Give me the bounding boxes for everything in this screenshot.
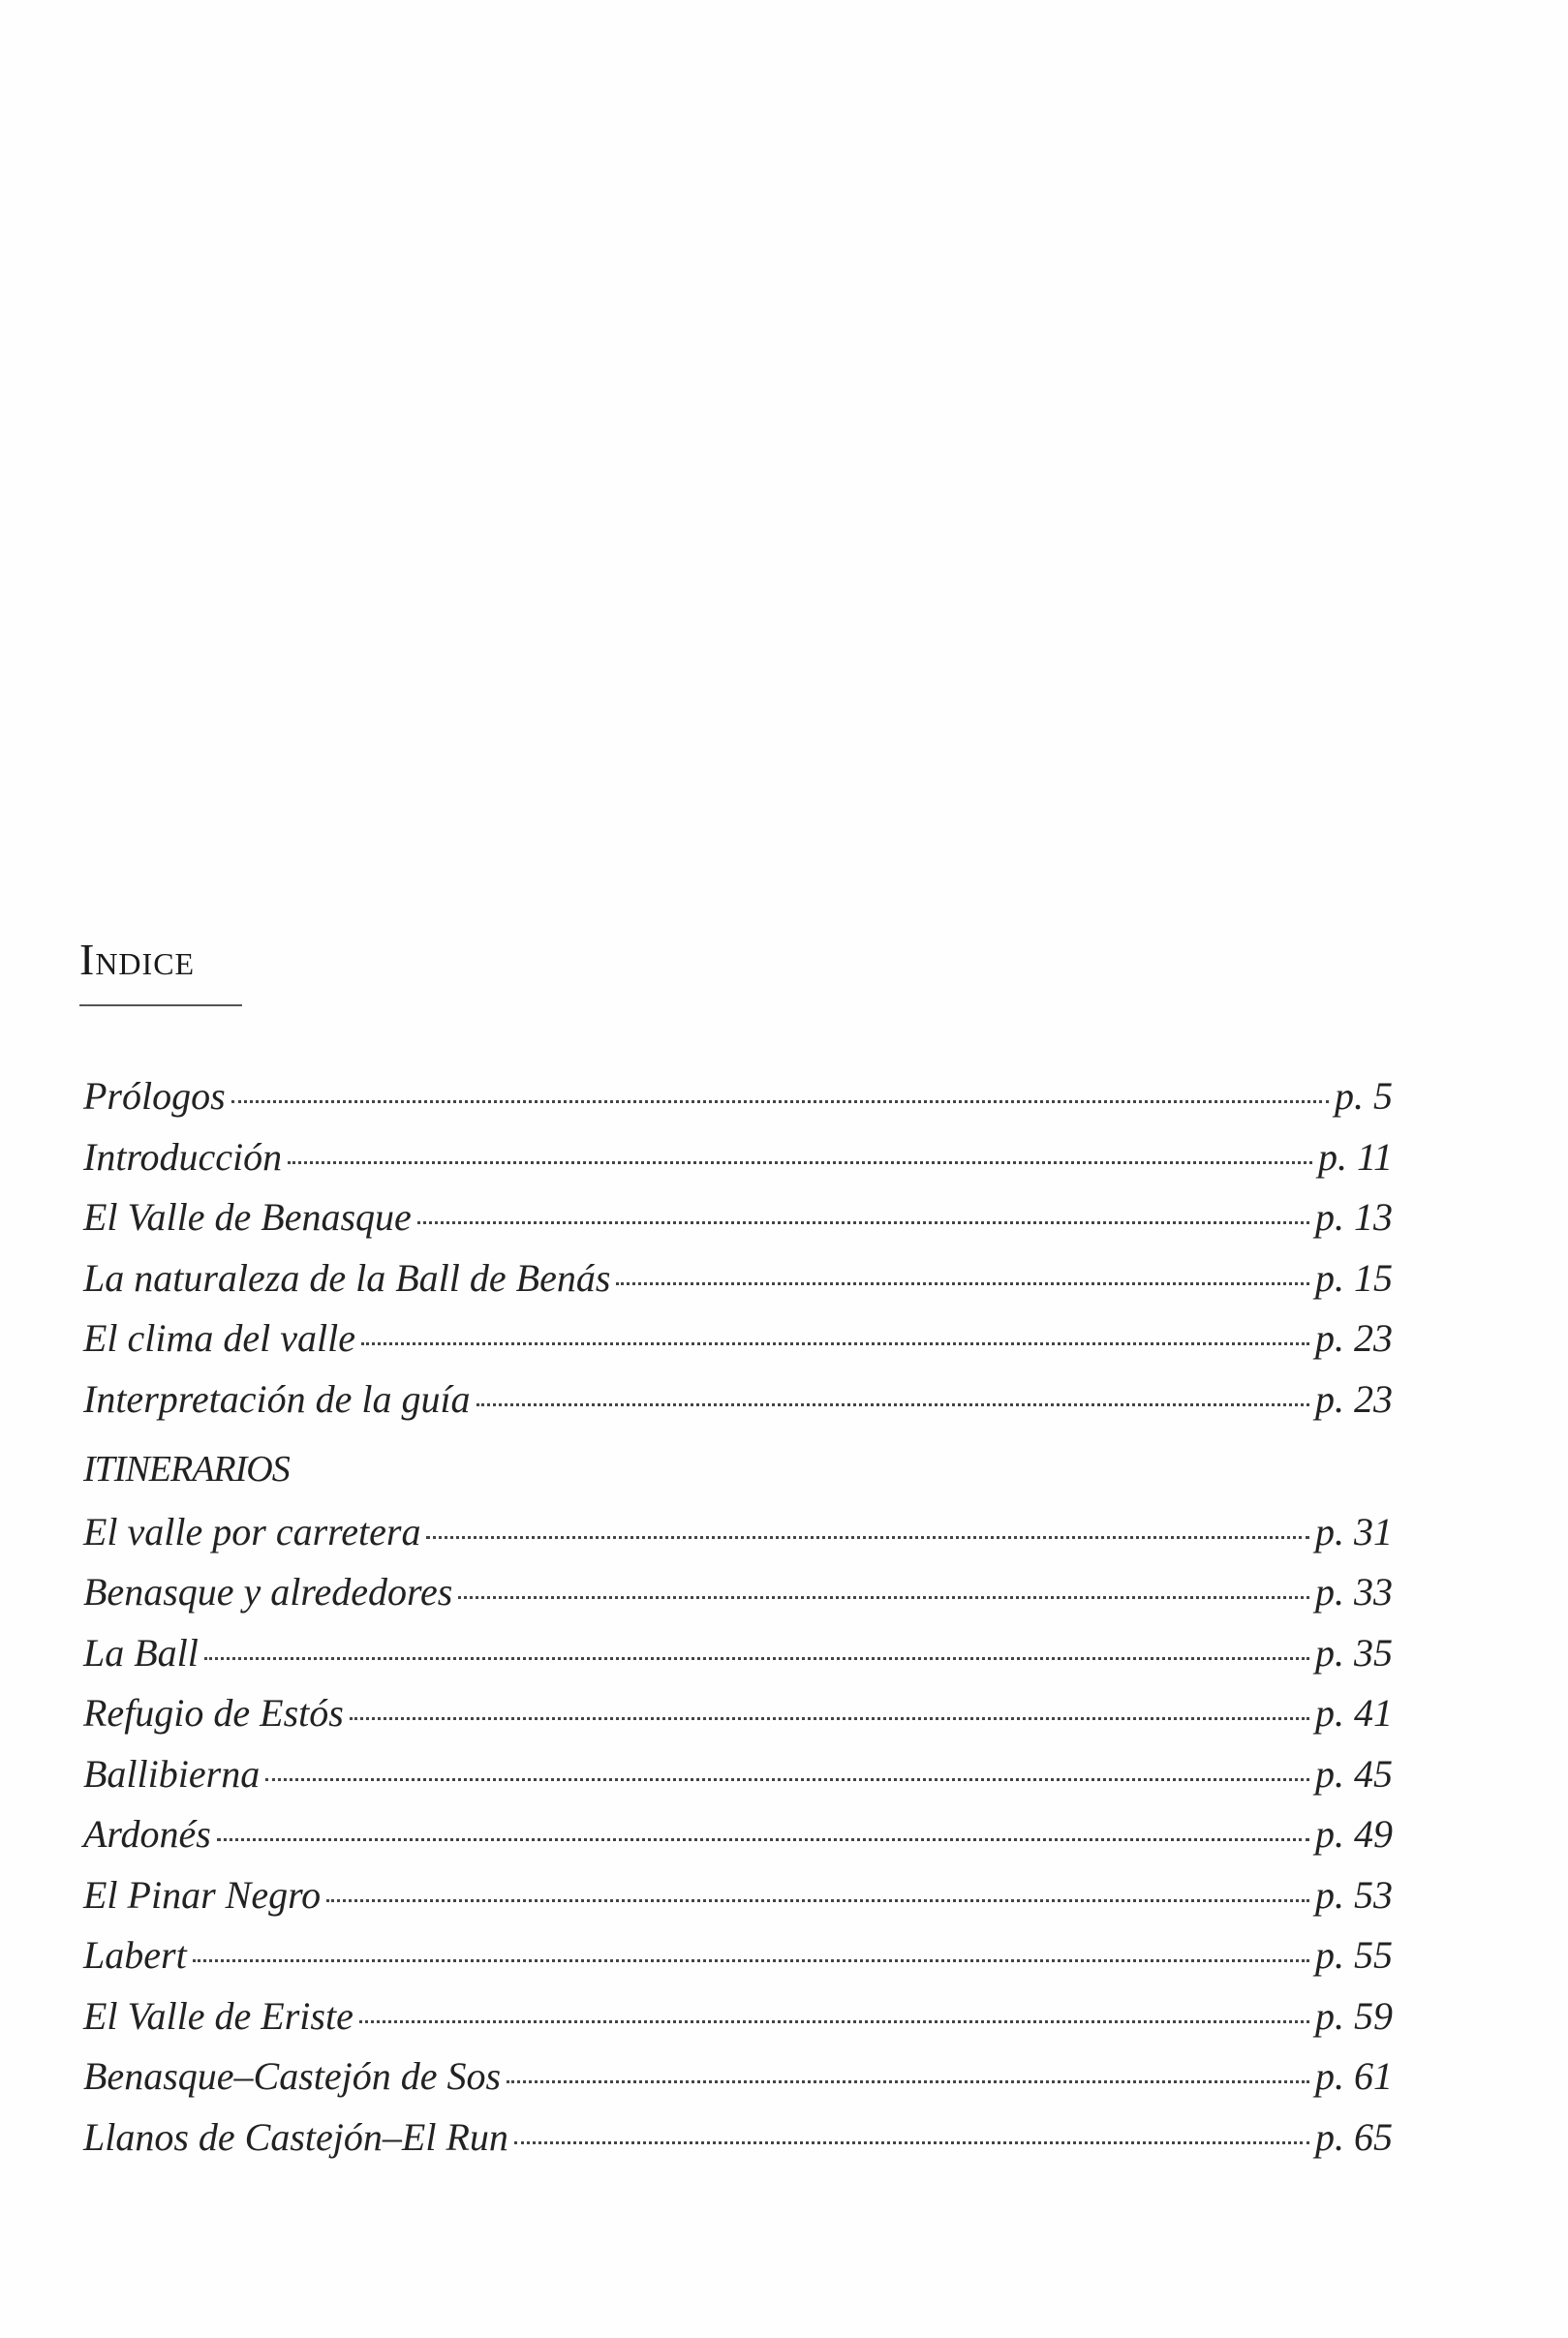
toc-entry[interactable] bbox=[83, 1872, 1393, 1933]
toc-entry-page: p. 59 bbox=[1315, 1993, 1393, 2038]
toc-group-intro bbox=[83, 1073, 1393, 1436]
toc-entry-page: p. 31 bbox=[1315, 1509, 1393, 1554]
toc-entry[interactable] bbox=[83, 1630, 1393, 1691]
toc-entry[interactable] bbox=[83, 1569, 1393, 1630]
toc-entry-page: p. 45 bbox=[1315, 1751, 1393, 1796]
dot-leader bbox=[217, 1838, 1309, 1841]
dot-leader bbox=[426, 1536, 1309, 1539]
dot-leader bbox=[507, 2080, 1309, 2083]
toc-entry[interactable] bbox=[83, 2114, 1393, 2175]
toc-entry-page: p. 15 bbox=[1315, 1255, 1393, 1300]
toc-entry-page: p. 13 bbox=[1315, 1195, 1393, 1239]
toc-entry[interactable] bbox=[83, 1134, 1393, 1195]
toc-entry-title: La Ball bbox=[83, 1630, 199, 1675]
dot-leader bbox=[359, 2020, 1309, 2023]
toc-entry-title: El clima del valle bbox=[83, 1316, 356, 1360]
toc-entry-page: p. 5 bbox=[1335, 1074, 1393, 1118]
dot-leader bbox=[204, 1657, 1309, 1660]
toc-entry-title: El Valle de Eriste bbox=[83, 1993, 354, 2038]
toc-entry[interactable] bbox=[83, 1194, 1393, 1255]
toc-group-itinerarios bbox=[83, 1509, 1393, 2175]
dot-leader bbox=[514, 2141, 1309, 2144]
page-title: Indice bbox=[79, 935, 196, 984]
toc-entry[interactable] bbox=[83, 1751, 1393, 1812]
toc-entry-title: El valle por carretera bbox=[83, 1509, 421, 1554]
dot-leader bbox=[231, 1100, 1329, 1103]
dot-leader bbox=[350, 1717, 1309, 1720]
toc-entry[interactable] bbox=[83, 1509, 1393, 1570]
toc-entry[interactable] bbox=[83, 1811, 1393, 1872]
toc-entry-page: p. 65 bbox=[1315, 2114, 1393, 2159]
toc-entry-page: p. 53 bbox=[1315, 1872, 1393, 1917]
toc-entry-page: p. 35 bbox=[1315, 1630, 1393, 1675]
toc-entry-title: Llanos de Castejón–El Run bbox=[83, 2114, 508, 2159]
toc-entry-title: Introducción bbox=[83, 1134, 283, 1179]
dot-leader bbox=[265, 1778, 1309, 1781]
toc-entry[interactable] bbox=[83, 1255, 1393, 1316]
dot-leader bbox=[616, 1282, 1309, 1285]
section-heading-itinerarios: ITINERARIOS bbox=[83, 1449, 290, 1490]
title-underline bbox=[79, 1004, 242, 1006]
toc-entry-title: Benasque–Castejón de Sos bbox=[83, 2054, 502, 2098]
toc-entry[interactable] bbox=[83, 1376, 1393, 1437]
toc-entry-page: p. 23 bbox=[1315, 1376, 1393, 1421]
toc-entry-page: p. 33 bbox=[1315, 1570, 1393, 1614]
dot-leader bbox=[193, 1959, 1309, 1962]
toc-entry-title: El Pinar Negro bbox=[83, 1872, 322, 1917]
toc-entry-title: Ballibierna bbox=[83, 1751, 261, 1796]
table-of-contents bbox=[83, 1073, 1393, 2174]
toc-entry-page: p. 11 bbox=[1317, 1134, 1393, 1179]
toc-entry-page: p. 61 bbox=[1315, 2054, 1393, 2098]
toc-entry-title: La naturaleza de la Ball de Benás bbox=[83, 1255, 611, 1300]
toc-entry-title: Prólogos bbox=[83, 1074, 226, 1118]
toc-entry-page: p. 41 bbox=[1315, 1691, 1393, 1735]
toc-entry[interactable] bbox=[83, 2053, 1393, 2114]
toc-entry[interactable] bbox=[83, 1690, 1393, 1751]
dot-leader bbox=[326, 1899, 1309, 1902]
toc-entry-page: p. 49 bbox=[1315, 1812, 1393, 1856]
dot-leader bbox=[477, 1403, 1309, 1406]
toc-entry-title: Labert bbox=[83, 1933, 187, 1977]
toc-entry[interactable] bbox=[83, 1993, 1393, 2054]
dot-leader bbox=[458, 1596, 1309, 1599]
dot-leader bbox=[417, 1221, 1309, 1224]
dot-leader bbox=[288, 1161, 1312, 1164]
dot-leader bbox=[361, 1342, 1309, 1345]
toc-entry[interactable] bbox=[83, 1073, 1393, 1134]
toc-entry[interactable] bbox=[83, 1932, 1393, 1993]
toc-entry-title: El Valle de Benasque bbox=[83, 1195, 412, 1239]
toc-entry-title: Benasque y alrededores bbox=[83, 1570, 453, 1614]
toc-entry-title: Refugio de Estós bbox=[83, 1691, 344, 1735]
toc-entry[interactable] bbox=[83, 1315, 1393, 1376]
toc-entry-page: p. 23 bbox=[1315, 1316, 1393, 1360]
toc-entry-title: Interpretación de la guía bbox=[83, 1376, 471, 1421]
toc-entry-page: p. 55 bbox=[1315, 1933, 1393, 1977]
toc-entry-title: Ardonés bbox=[83, 1812, 211, 1856]
